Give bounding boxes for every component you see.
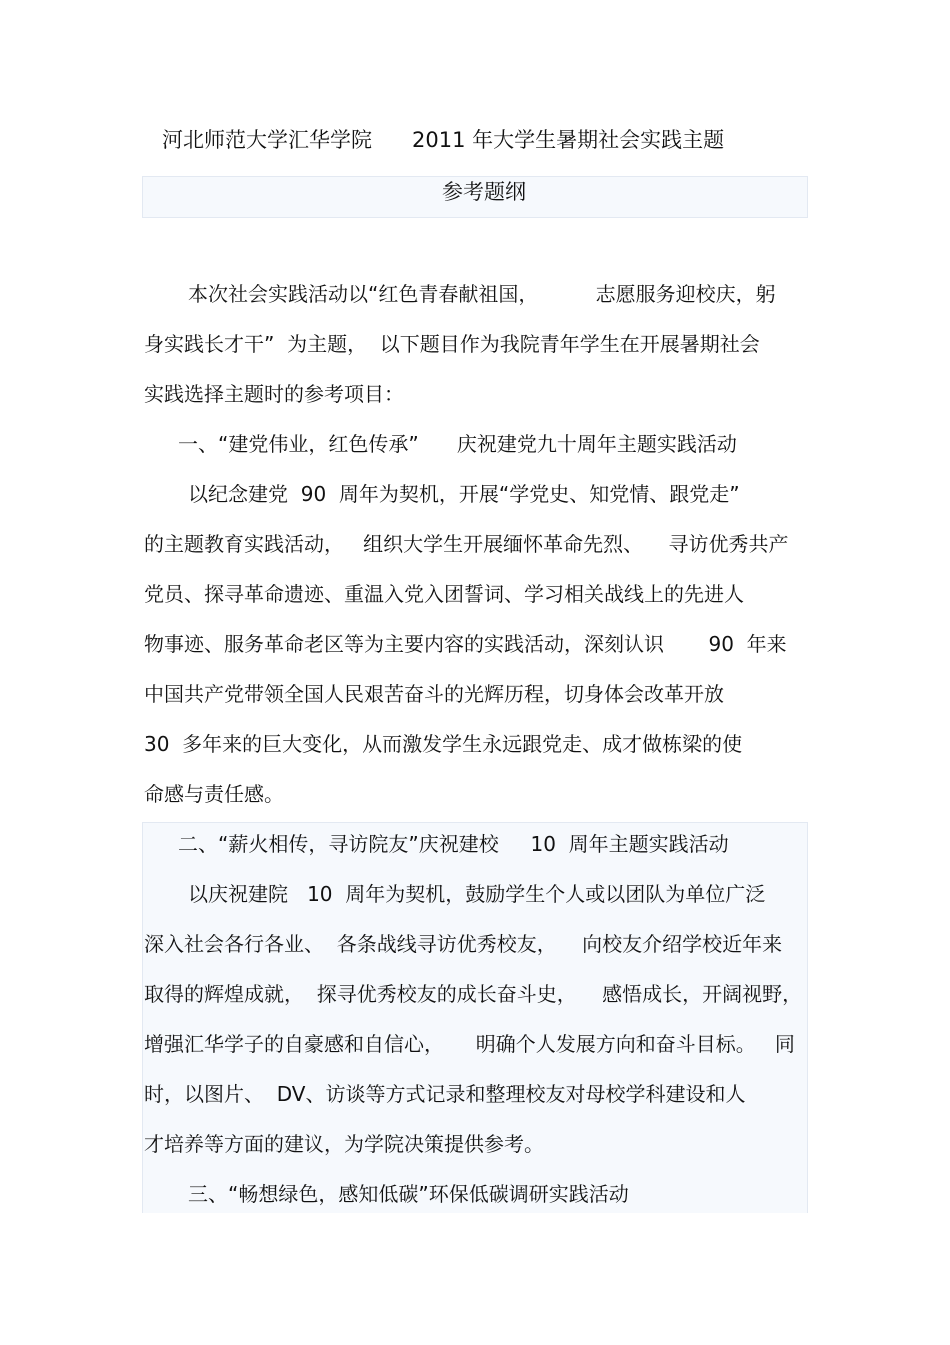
document-subtitle: 参考题纲	[442, 180, 526, 204]
section1-line-4: 物事迹、服务革命老区等为主要内容的实践活动，深刻认识 90 年来	[144, 632, 787, 656]
section2-line-6: 才培养等方面的建议，为学院决策提供参考。	[144, 1132, 544, 1156]
section1-heading: 一、“建党伟业，红色传承” 庆祝建党九十周年主题实践活动	[178, 432, 737, 456]
section1-line-1: 以纪念建党 90 周年为契机，开展“学党史、知党情、跟党走”	[188, 482, 740, 506]
section2-line-3: 取得的辉煌成就， 探寻优秀校友的成长奋斗史， 感悟成长，开阔视野，	[144, 982, 803, 1006]
intro-line-3: 实践选择主题时的参考项目：	[144, 382, 404, 406]
section2-line-2: 深入社会各行各业、 各条战线寻访优秀校友， 向校友介绍学校近年来	[144, 932, 783, 956]
document-title: 河北师范大学汇华学院 2011 年大学生暑期社会实践主题	[162, 128, 725, 152]
section2-heading: 二、“薪火相传，寻访院友”庆祝建校 10 周年主题实践活动	[178, 832, 729, 856]
section1-line-3: 党员、探寻革命遗迹、重温入党入团誓词、学习相关战线上的先进人	[144, 582, 744, 606]
intro-line-1: 本次社会实践活动以“红色青春献祖国， 志愿服务迎校庆，躬	[188, 282, 776, 306]
section1-line-2: 的主题教育实践活动， 组织大学生开展缅怀革命先烈、 寻访优秀共产	[144, 532, 789, 556]
section1-line-7: 命感与责任感。	[144, 782, 284, 806]
section1-line-6: 30 多年来的巨大变化，从而激发学生永远跟党走、成才做栋梁的使	[144, 732, 743, 756]
section2-line-4: 增强汇华学子的自豪感和自信心， 明确个人发展方向和奋斗目标。 同	[144, 1032, 795, 1056]
intro-line-2: 身实践长才干” 为主题， 以下题目作为我院青年学生在开展暑期社会	[144, 332, 760, 356]
section2-line-5: 时，以图片、 DV、访谈等方式记录和整理校友对母校学科建设和人	[144, 1082, 746, 1106]
section1-line-5: 中国共产党带领全国人民艰苦奋斗的光辉历程，切身体会改革开放	[144, 682, 724, 706]
section3-heading: 三、“畅想绿色，感知低碳”环保低碳调研实践活动	[188, 1182, 629, 1206]
section2-line-1: 以庆祝建院 10 周年为契机，鼓励学生个人或以团队为单位广泛	[188, 882, 766, 906]
